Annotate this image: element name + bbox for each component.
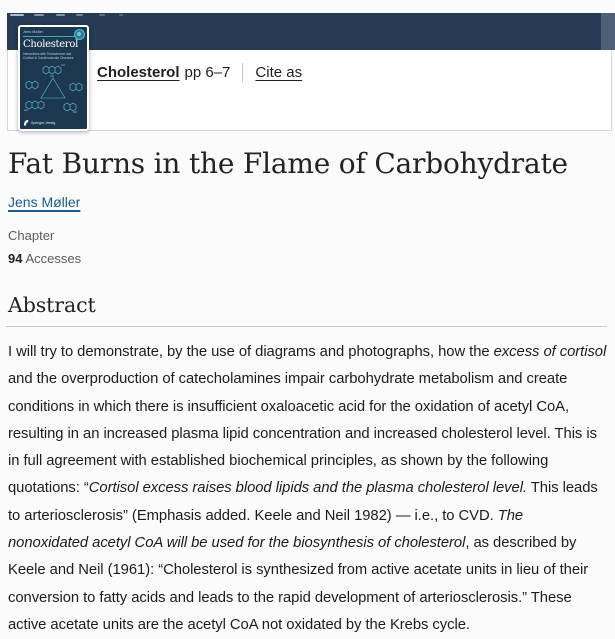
book-banner-card xyxy=(7,13,612,131)
reference-row xyxy=(97,63,302,82)
divider xyxy=(242,63,243,82)
cite-as-link[interactable]: Cite as xyxy=(255,64,303,81)
cover-title: Cholesterol xyxy=(23,39,78,50)
clipped-text-artifact xyxy=(99,14,105,16)
cover-subtitle: Interactions with Testosterone and Cortisol in Cardiovascular Diseases xyxy=(23,52,74,61)
content-type-label: Chapter xyxy=(8,228,55,243)
svg-text:HO: HO xyxy=(24,108,28,112)
article-main xyxy=(8,147,607,639)
cover-footer xyxy=(23,119,55,126)
cover-publisher: Springer-Verlag xyxy=(31,120,56,125)
accesses-label: Accesses xyxy=(25,251,82,266)
abstract-text: I will try to demonstrate, by the use of diagrams and photographs, how the excess of cortisol and the overproduction of catecholamines impair carbohydrate metabolism and create conditions in which there is insufficient oxaloacetic acid for the oxidation of acetyl CoA, resulting in an increased plasma lipid concentration and increased cholesterol level. This is in full agreement with established biochemical principles, as shown by the following quotations: “Cortisol excess raises blood lipids and the plasma cholesterol level. This leads to arteriosclerosis” (Emphasis added. Keele and Neil 1982) — i.e., to CVD. The nonoxidated acetyl CoA will be used for the biosynthesis of cholesterol, as described by Keele and Neil (1961): “Cholesterol is synthesized from active acetate units in lieu of their conversion to fatty acids and leads to the rapid development of arteriosclerosis.” These active acetate units are the acetyl CoA not oxidated by the Krebs cycle. xyxy=(8,344,607,633)
abstract-divider xyxy=(6,326,607,327)
book-cover-link[interactable] xyxy=(18,25,89,131)
svg-text:OH: OH xyxy=(50,74,54,78)
vertical-scrollbar-thumb[interactable] xyxy=(601,13,615,50)
clipped-text-artifact xyxy=(76,14,83,16)
clipped-text-artifact xyxy=(56,14,65,16)
cover-author: Jens Møller xyxy=(23,30,44,34)
accesses-count: 94 xyxy=(8,251,23,266)
clipped-text-artifact xyxy=(10,14,24,16)
steroid-diagram-icon xyxy=(23,63,83,113)
abstract-heading: Abstract xyxy=(8,293,96,317)
svg-text:HO: HO xyxy=(73,110,77,113)
chapter-title: Fat Burns in the Flame of Carbohydrate xyxy=(8,147,568,180)
clipped-text-artifact xyxy=(119,14,123,16)
book-title-link[interactable]: Cholesterol xyxy=(97,64,180,81)
book-cover-art xyxy=(20,27,87,129)
publisher-badge-icon xyxy=(74,29,85,40)
springer-horse-icon xyxy=(23,119,29,126)
clipped-text-artifact xyxy=(34,14,44,16)
accesses-metric xyxy=(8,251,607,266)
svg-text:CH: CH xyxy=(61,64,65,68)
page-range: pp 6–7 xyxy=(184,64,231,81)
banner-band xyxy=(7,13,614,50)
author-link[interactable]: Jens Møller xyxy=(8,194,81,210)
